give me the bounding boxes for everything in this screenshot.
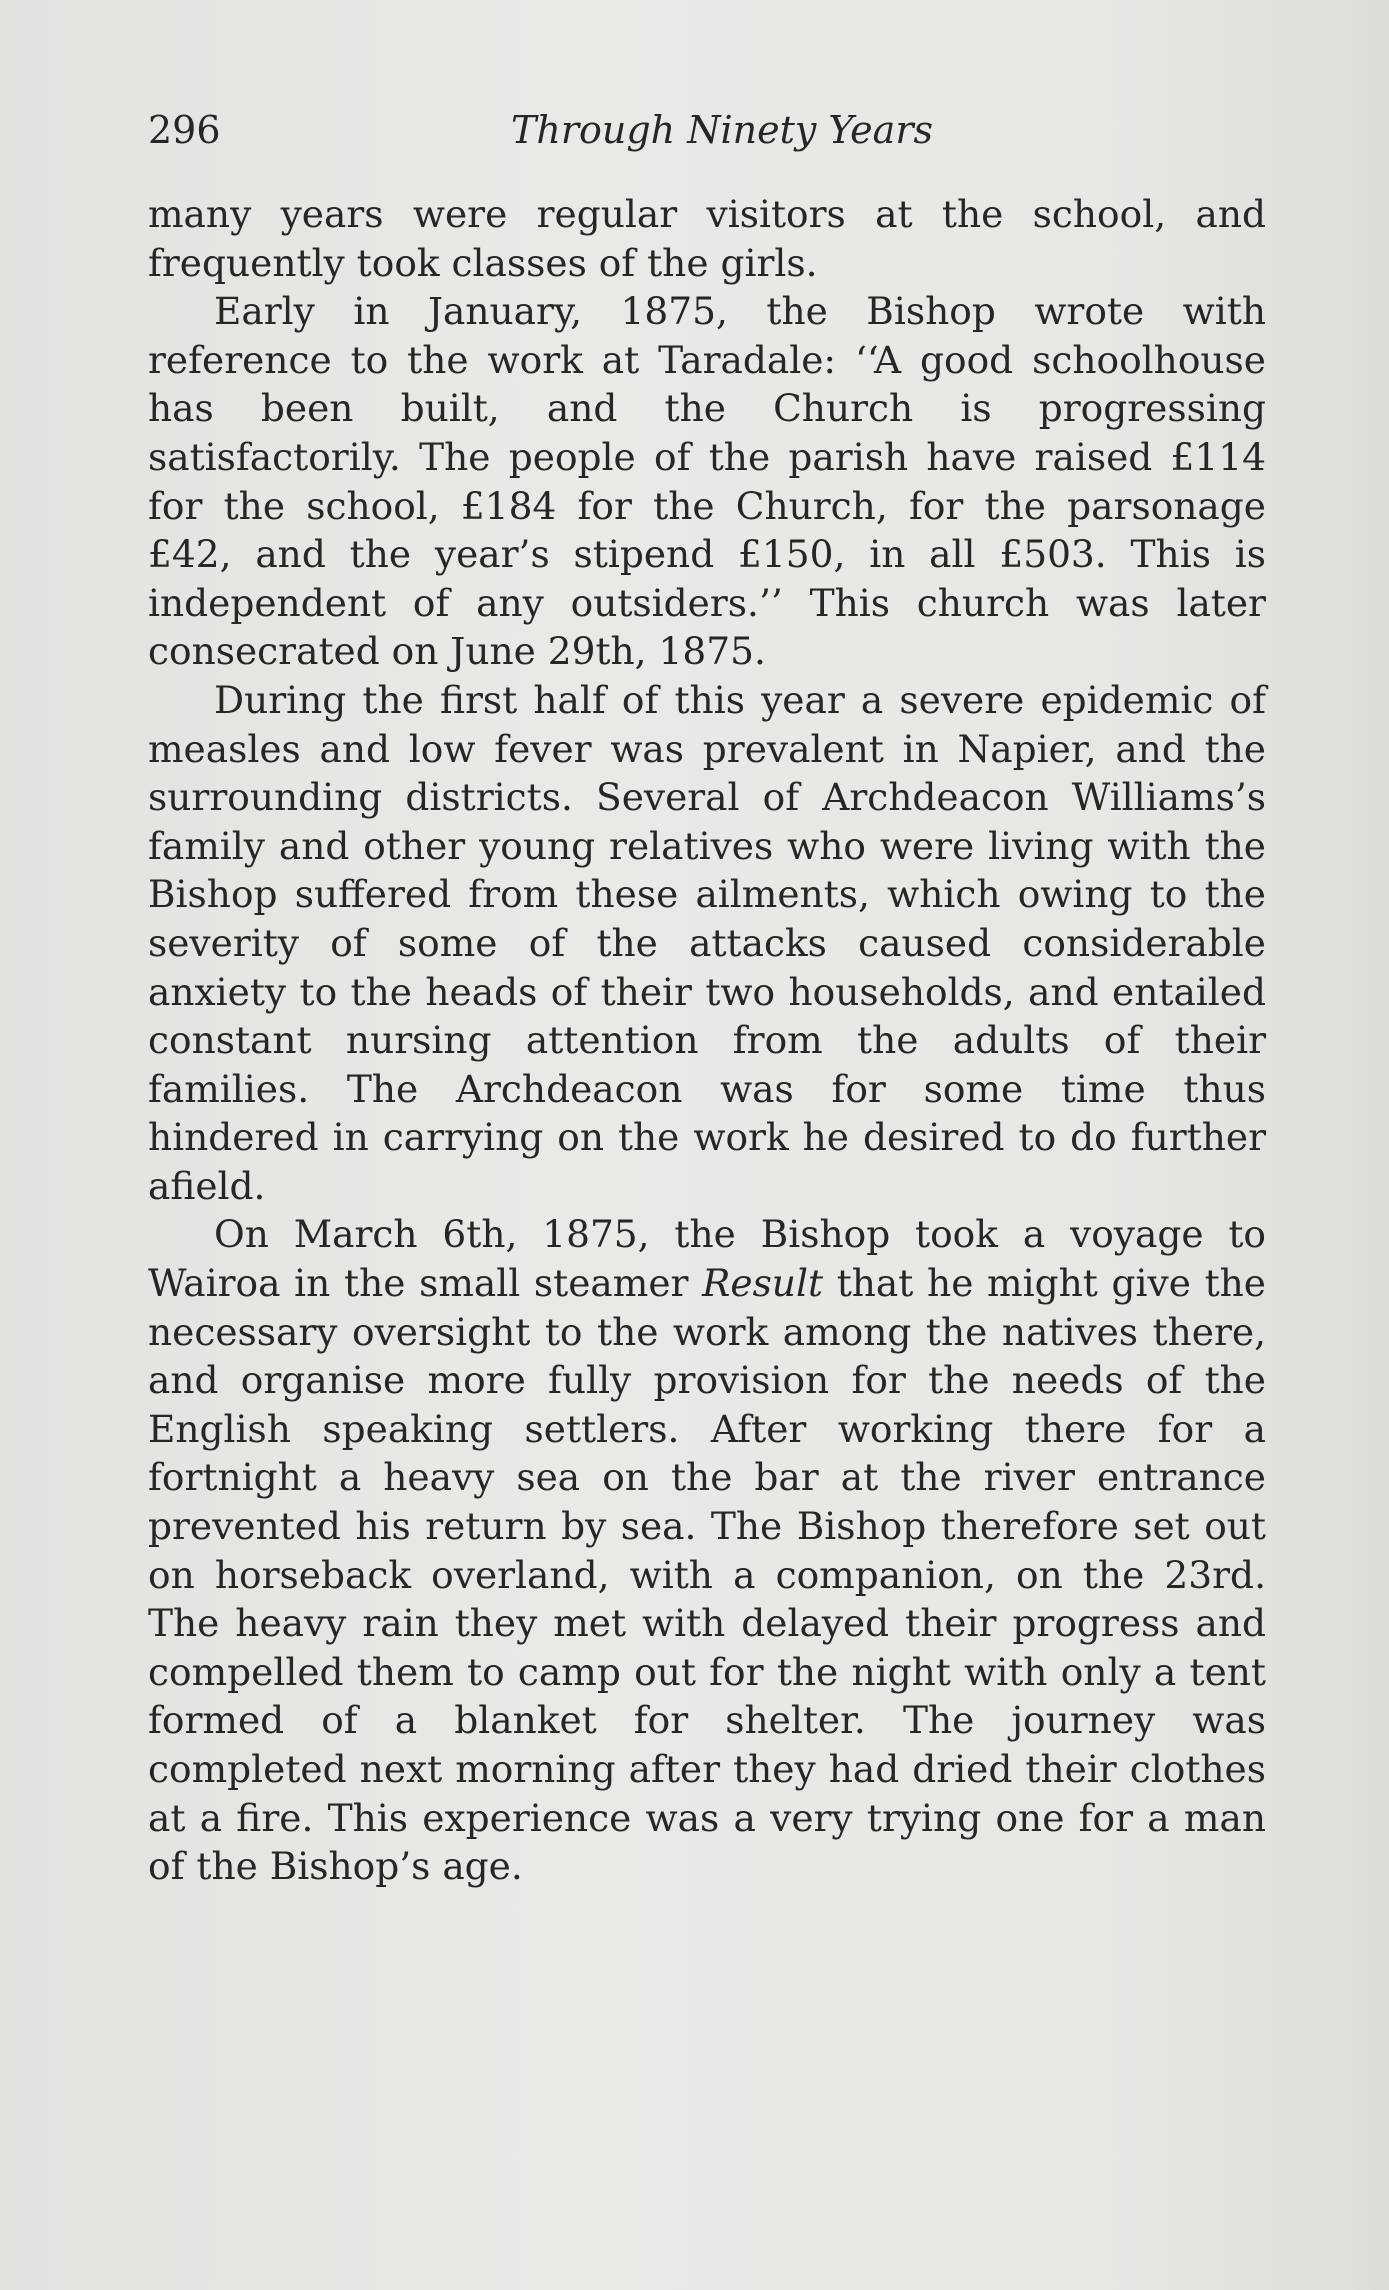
voyage-text-before: On March 6th, 1875, the Bishop took a voyage to Wairoa in the small steamer (148, 1212, 1266, 1306)
ship-name: Result (702, 1261, 824, 1306)
voyage-text-after: that he might give the necessary oversight to the work among the natives there, and organise more fully provision for the needs of the English speaking settlers. After working there for a fortnight a heavy sea on the bar at the river entrance prevented his return by sea. The Bishop therefore set out on horseback overland, with a companion, on the 23rd. The heavy rain they met with delayed their progress and compelled them to camp out for the night with only a tent formed of a blanket for shelter. The journey was completed next morning after they had dried their clothes at a fire. This experience was a very trying one for a man of the Bishop’s age. (148, 1261, 1266, 1889)
paragraph-wairoa-voyage (148, 1210, 1266, 1890)
paragraph-epidemic: During the first half of this year a severe epidemic of measles and low fever was prevalent in Napier, and the surrounding districts. Several of Archdeacon Williams’s family and other young relatives who were living with the Bishop suffered from these ailments, which owing to the severity of some of the attacks caused considerable anxiety to the heads of their two households, and entailed constant nursing attention from the adults of their families. The Archdeacon was for some time thus hindered in carrying on the work he desired to do further afield. (148, 677, 1266, 1208)
book-title: Through Ninety Years (511, 108, 933, 152)
paragraph-taradale: Early in January, 1875, the Bishop wrote with reference to the work at Taradale: ‘‘A good schoolhouse has been built, and the Church is progressing satisfactorily. The people of the parish have raised £114 for the school, £184 for the Church, for the parsonage £42, and the year’s stipend £150, in all £503. This is independent of any outsiders.’’ This church was later consecrated on June 29th, 1875. (148, 289, 1266, 674)
paragraph-continuation: many years were regular visitors at the school, and frequently took classes of the girls. (148, 192, 1266, 285)
body-text (148, 190, 1266, 1891)
page-number: 296 (148, 108, 221, 152)
running-head (148, 108, 1266, 158)
